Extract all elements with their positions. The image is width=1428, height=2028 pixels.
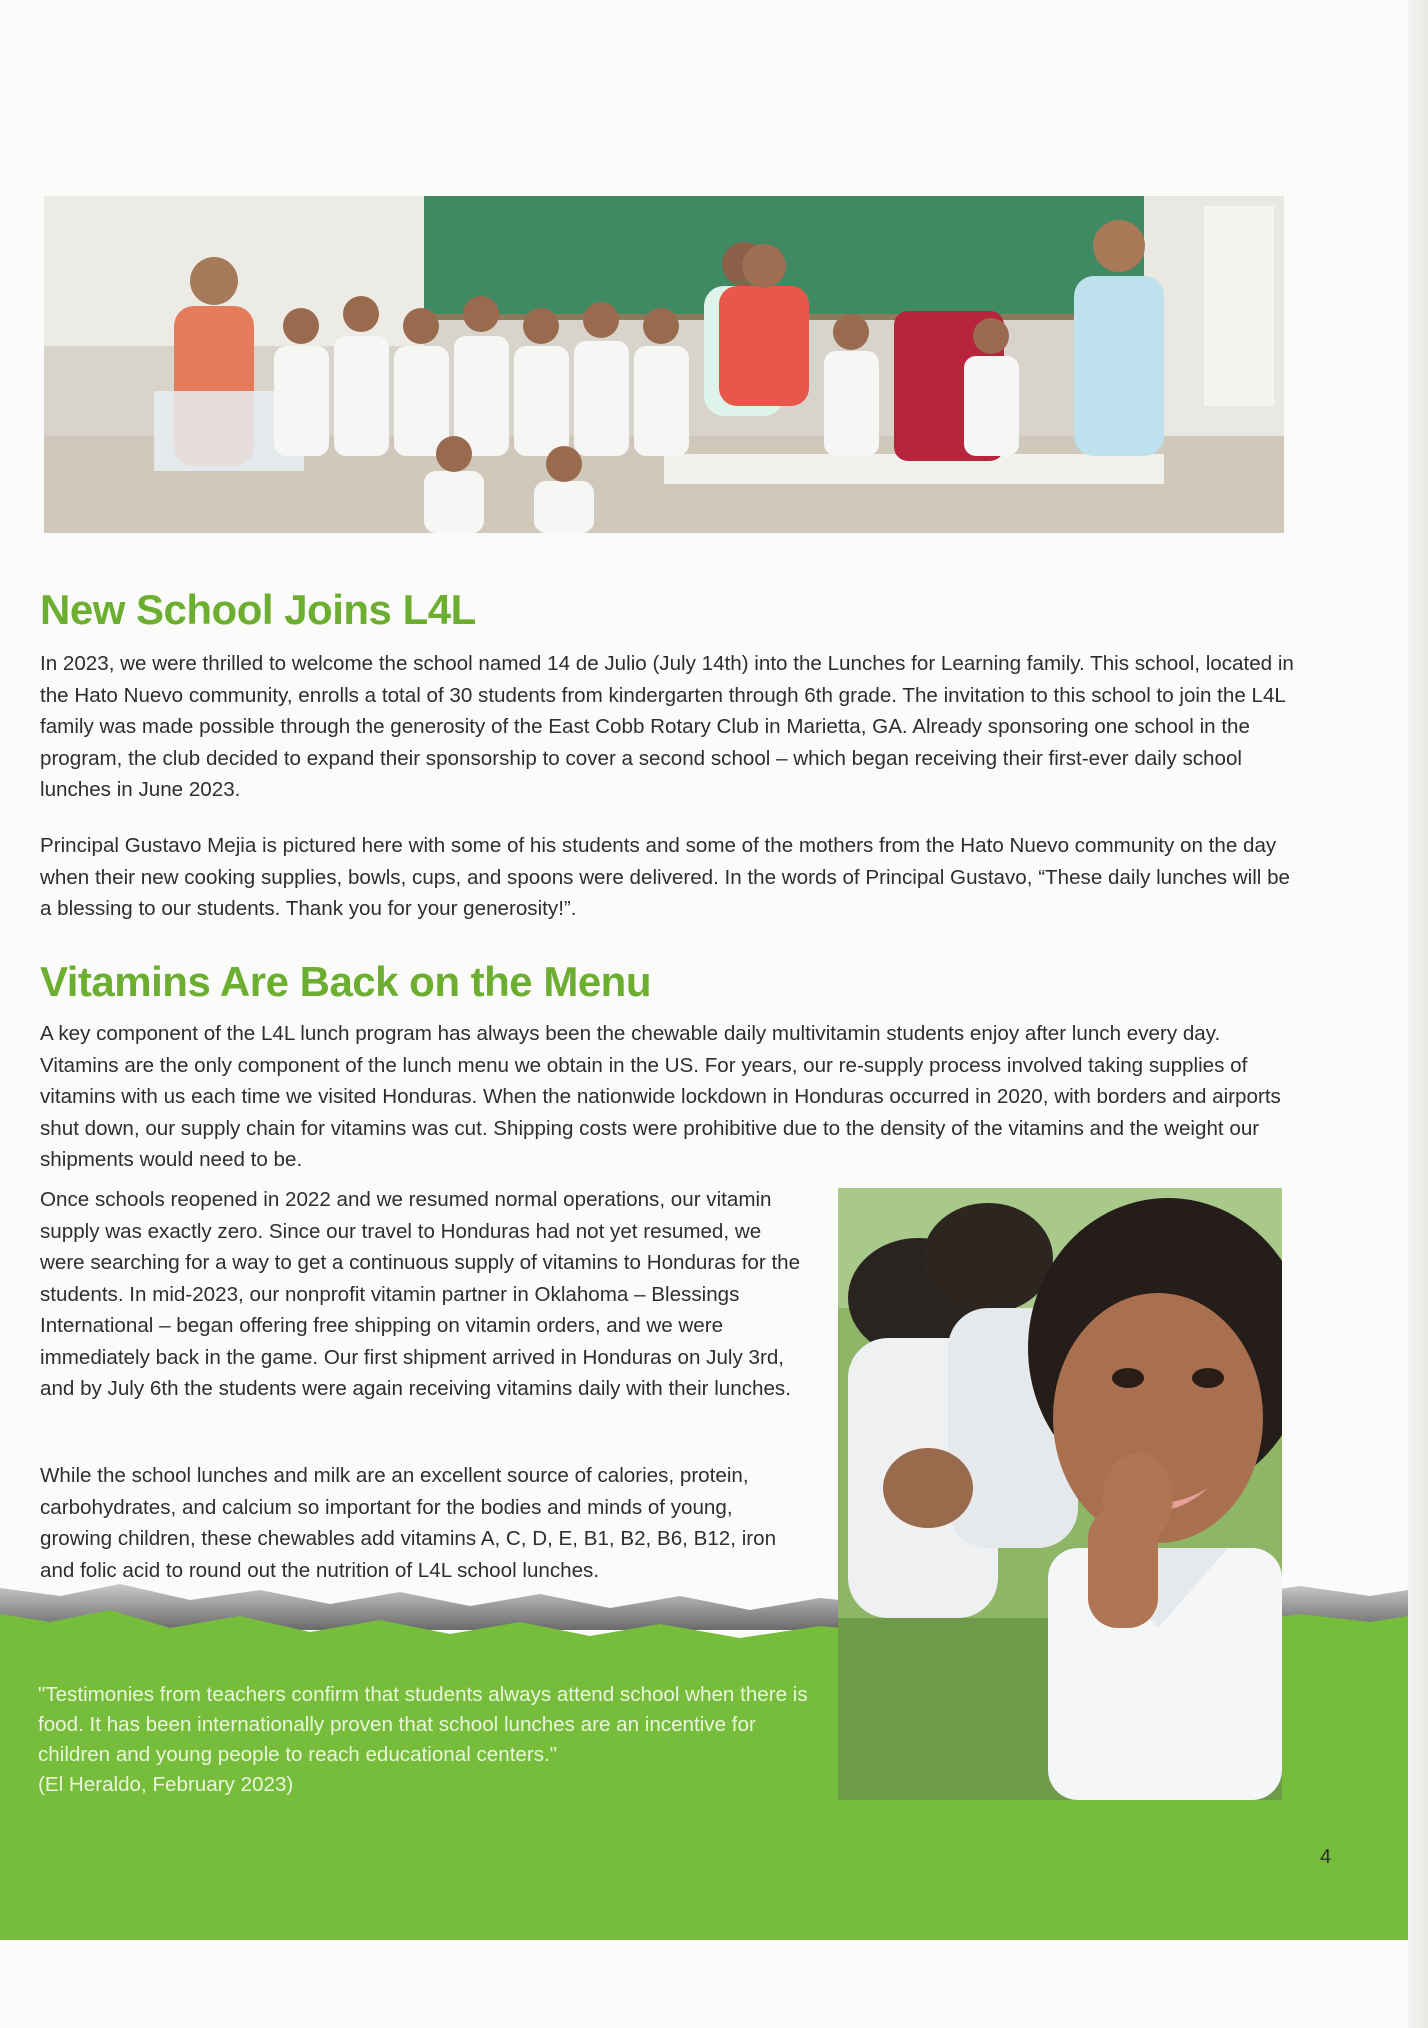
paragraph-vitamins-supply: Once schools reopened in 2022 and we resumed normal operations, our vitamin supply was exactly zero. Since our travel to Honduras had not yet resumed, we were searching for a way to get a continuous supply of vitamins to Honduras for the students. In mid-2023, our nonprofit vitamin partner in Oklahoma – Blessings International – began offering free shipping on vitamin orders, and we were immediately back in the game. Our first shipment arrived in Honduras on July 3rd, and by July 6th the students were again receiving vitamins daily with their lunches.	[40, 1188, 801, 1400]
section-heading-new-school: New School Joins L4L	[40, 586, 476, 633]
classroom-group-photo	[44, 196, 1284, 533]
testimonial-quote	[38, 1680, 818, 1800]
paragraph-new-school-intro: In 2023, we were thrilled to welcome the school named 14 de Julio (July 14th) into the Lunches for Learning family. This school, located in the Hato Nuevo community, enrolls a total of 30 students from kindergarten through 6th grade. The invitation to this school to join the L4L family was made possible through the generosity of the East Cobb Rotary Club in Marietta, GA. Already sponsoring one school in the program, the club decided to expand their sponsorship to cover a second school – which began receiving their first-ever daily school lunches in June 2023.	[40, 652, 1294, 801]
paragraph-principal: Principal Gustavo Mejia is pictured here with some of his students and some of the mothers from the Hato Nuevo community on the day when their new cooking supplies, bowls, cups, and spoons were delivered. In the words of Principal Gustavo, “These daily lunches will be a blessing to our students. Thank you for your generosity!”.	[40, 834, 1291, 920]
page-number: 4	[1320, 1846, 1332, 1868]
page-edge	[1408, 0, 1428, 2028]
section-heading-vitamins: Vitamins Are Back on the Menu	[40, 958, 651, 1005]
quote-source: (El Heraldo, February 2023)	[38, 1773, 294, 1796]
quote-text: "Testimonies from teachers confirm that students always attend school when there is food. It has been internationally proven that school lunches are an incentive for children and young people to reach educational centers."	[38, 1683, 808, 1766]
student-vitamin-photo	[838, 1188, 1282, 1800]
paragraph-vitamins-intro: A key component of the L4L lunch program has always been the chewable daily multivitamin students enjoy after lunch every day. Vitamins are the only component of the lunch menu we obtain in the US. For years, our re-supply process involved taking supplies of vitamins with us each time we visited Honduras. When the nationwide lockdown in Honduras occurred in 2020, with borders and airports shut down, our supply chain for vitamins was cut. Shipping costs were prohibitive due to the density of the vitamins and the weight our shipments would need to be.	[40, 1022, 1281, 1171]
paragraph-vitamins-nutrition: While the school lunches and milk are an excellent source of calories, protein, carbohydrates, and calcium so important for the bodies and minds of young, growing children, these chewables add vitamins A, C, D, E, B1, B2, B6, B12, iron and folic acid to round out the nutrition of L4L school lunches.	[40, 1464, 777, 1582]
